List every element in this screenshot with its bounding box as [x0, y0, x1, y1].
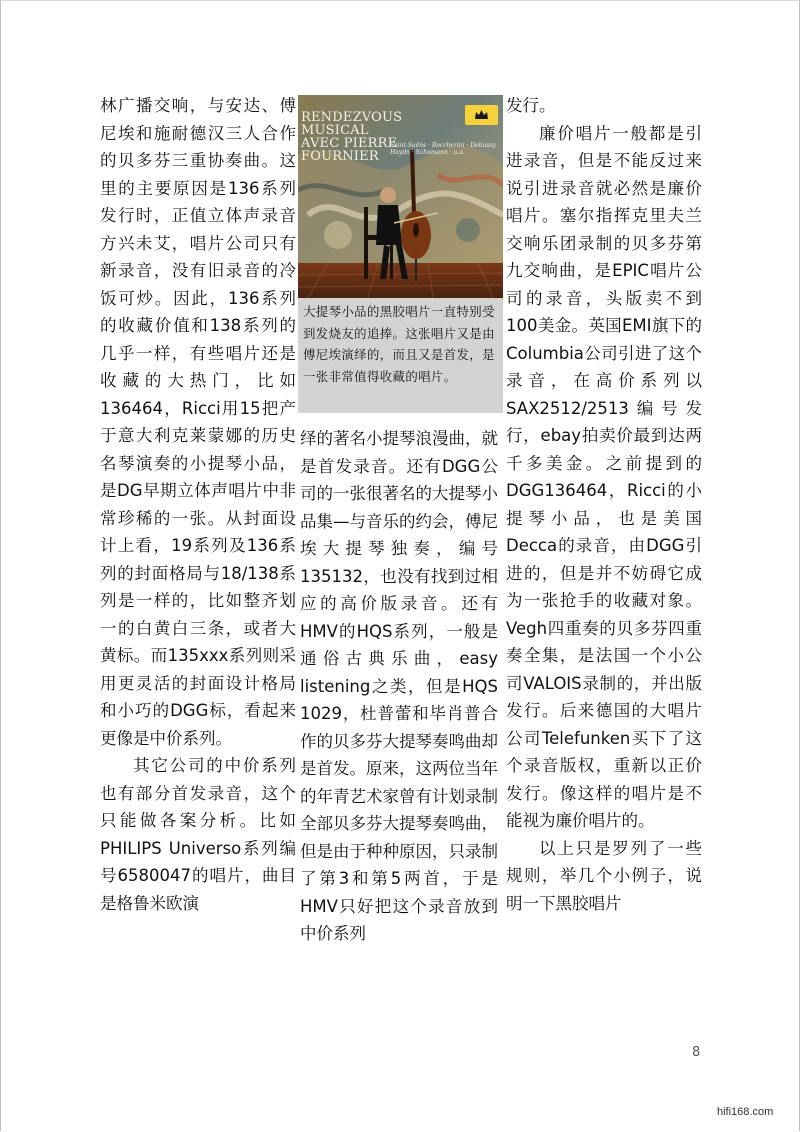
album-title-line: RENDEZVOUS MUSICAL — [301, 110, 403, 138]
album-cover-subtitle — [390, 142, 500, 156]
text-column-left — [100, 92, 296, 917]
text-column-middle — [300, 425, 498, 948]
album-subtitle-line: Haydn · Schumann · u.a. — [390, 149, 465, 156]
paragraph: 林广播交响，与安达、傅尼埃和施耐德汉三人合作的贝多芬三重协奏曲。这里的主要原因是136系列发行时，正值立体声录音方兴未艾，唱片公司只有新录音，没有旧录音的冷饭可炒。因此，136系列的收藏价值和138系列的几乎一样，有些唱片还是收藏的大热门，比如136464，Ricci用15把产于意大利克莱蒙娜的历史名琴演奏的小提琴小品，是DG早期立体声唱片中非常珍稀的一张。从封面设计上看，19系列及136系列的封面格局与18/138系列是一样的，比如整齐划一的白黄白三条，或者大黄标。而135xxx系列则采用更灵活的封面设计格局和小巧的DGG标，看起来更像是中价系列。 — [100, 96, 296, 748]
paragraph: 廉价唱片一般都是引进录音，但是不能反过来说引进录音就必然是廉价唱片。塞尔指挥克里夫兰交响乐团录制的贝多芬第九交响曲，是EPIC唱片公司的录音，头版卖不到100美金。英国EMI旗下的Columbia公司引进了这个录音，在高价系列以SAX2512/2513编号发行，ebay拍卖价最到达两千多美金。之前提到的 DGG136464，Ricci的小提琴小品，也是美国Decca的录音，由DGG引进的，但是并不妨碍它成为一张抢手的收藏对象。Vegh四重奏的贝多芬四重奏全集，是法国一个小公司VALOIS录制的，并出版发行。后来德国的大唱片公司Telefunken买下了这个录音版权，重新以正价发行。像这样的唱片是不能视为廉价唱片的。 — [506, 123, 702, 830]
album-subtitle-line: Saint-Saëns · Boccherini · Debussy — [390, 142, 496, 149]
figure-caption: 大提琴小品的黑胶唱片一直特别受到发烧友的追捧。这张唱片又是由傅尼埃演绎的，而且又是首发，是一张非常值得收藏的唱片。 — [303, 304, 495, 384]
paragraph: 发行。 — [506, 96, 556, 115]
paragraph: 以上只是罗列了一些规则，举几个小例子，说明一下黑胶唱片 — [506, 838, 702, 913]
album-title-line: AVEC PIERRE FOURNIER — [301, 136, 398, 164]
crown-icon — [474, 109, 489, 120]
album-figure — [298, 95, 503, 413]
page-number: 8 — [692, 1045, 701, 1060]
paragraph: 绎的著名小提琴浪漫曲，就是首发录音。还有DGG公司的一张很著名的大提琴小品集—与音乐的约会，傅尼埃大提琴独奏，编号135132，也没有找到过相应的高价版录音。还有HMV的HQS系列，一般是通俗古典乐曲，easy listening之类，但是HQS 1029，杜普蕾和毕肖普合作的贝多芬大提琴奏鸣曲却是首发。原来，这两位当年的年青艺术家曾有计划录制全部贝多芬大提琴奏鸣曲，但是由于种种原因，只录制了第3和第5两首，于是HMV只好把这个录音放到中价系列 — [300, 429, 498, 943]
deutsche-grammophon-logo — [465, 105, 498, 125]
site-watermark: hifi168.com — [717, 1106, 774, 1118]
album-cover-image — [298, 95, 503, 298]
paragraph: 其它公司的中价系列也有部分首发录音，这个只能做各案分析。比如PHILIPS Universo系列编号6580047的唱片，曲目是格鲁米欧演 — [100, 756, 296, 913]
text-column-right — [506, 92, 702, 917]
